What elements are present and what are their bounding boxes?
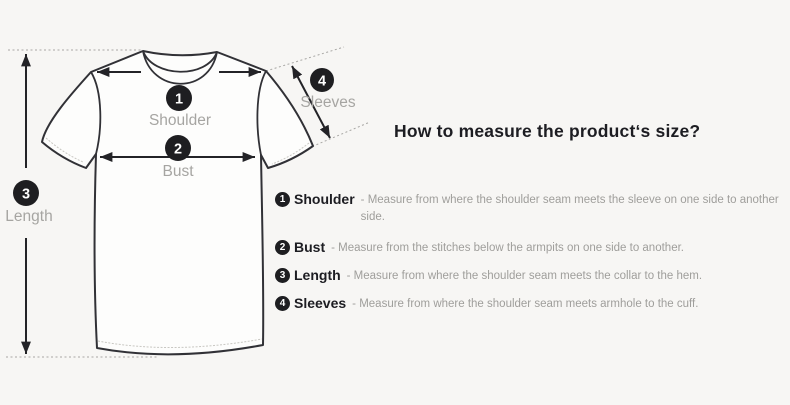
bust-diagram-label: Bust bbox=[162, 163, 194, 180]
measurement-description: - Measure from where the shoulder seam meets the collar to the hem. bbox=[346, 270, 703, 282]
measurement-list bbox=[275, 191, 789, 323]
measurement-description: - Measure from where the shoulder seam meets armhole to the cuff. bbox=[352, 298, 699, 310]
sleeves-diagram-label: Sleeves bbox=[300, 94, 356, 111]
marker-3-number: 3 bbox=[21, 186, 31, 203]
shoulder-diagram-label: Shoulder bbox=[148, 112, 212, 129]
list-item-sleeves bbox=[275, 295, 789, 313]
measurement-label: Length bbox=[294, 267, 341, 283]
number-badge: 1 bbox=[275, 192, 290, 207]
marker-2-number: 2 bbox=[173, 141, 183, 158]
page-title: How to measure the product‘s size? bbox=[394, 121, 701, 141]
list-item-shoulder bbox=[275, 191, 789, 226]
marker-4-number: 4 bbox=[317, 73, 327, 90]
measurement-label: Bust bbox=[294, 239, 326, 255]
marker-1-number: 1 bbox=[174, 91, 184, 108]
length-diagram-label: Length bbox=[5, 208, 53, 225]
measurement-description: - Measure from where the shoulder seam meets the sleeve on one side to another side. bbox=[360, 194, 779, 223]
measurement-label: Sleeves bbox=[294, 295, 347, 311]
number-badge: 3 bbox=[275, 268, 290, 283]
number-badge: 2 bbox=[275, 240, 290, 255]
guide-sleeve-top-line bbox=[266, 47, 344, 71]
list-item-length bbox=[275, 267, 789, 285]
measurement-label: Shoulder bbox=[294, 191, 355, 207]
list-item-bust bbox=[275, 239, 789, 257]
measurement-description: - Measure from the stitches below the armpits on one side to another. bbox=[331, 242, 684, 254]
number-badge: 4 bbox=[275, 296, 290, 311]
